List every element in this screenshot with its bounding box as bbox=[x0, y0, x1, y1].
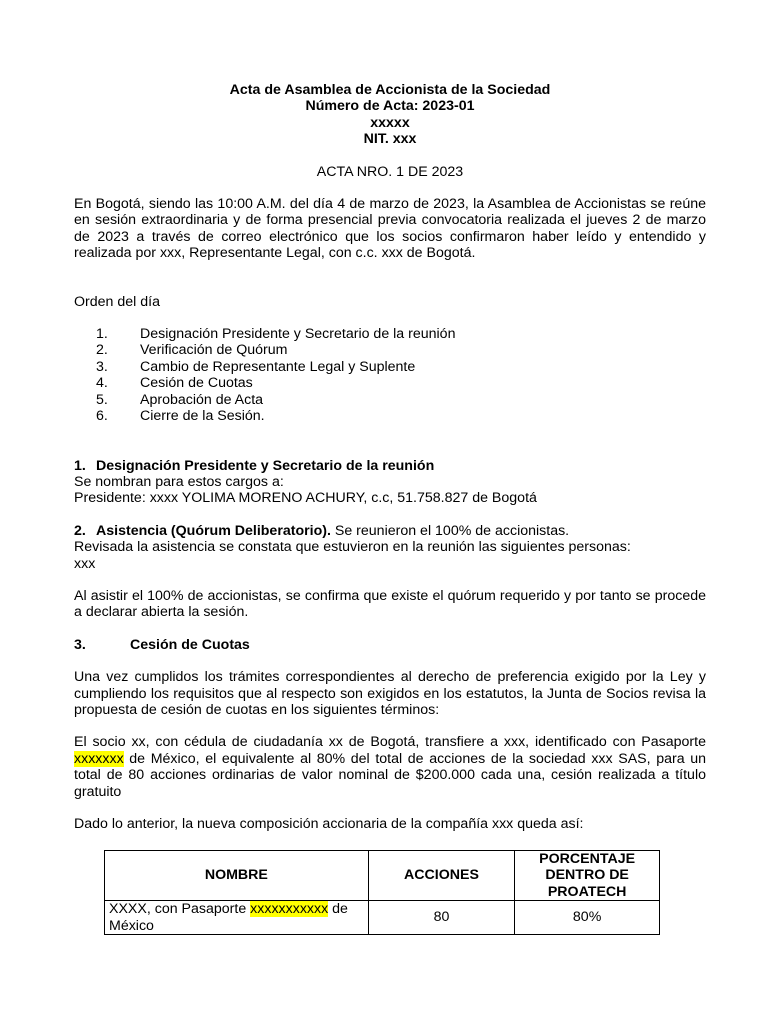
section-3-paragraph: El socio xx, con cédula de ciudadanía xx de Bogotá, transfiere a xxx, identificado con Pasaporte xxxxxxx de México, el equivalente al 80% del total de acciones de la sociedad xxx SAS, para un total de 80 acciones ordinarias de valor nominal de $200.000 cada una, cesión realizada a título gratuito bbox=[74, 734, 706, 800]
column-header-acciones: ACCIONES bbox=[368, 851, 515, 901]
agenda-item: 3. Cambio de Representante Legal y Suplente bbox=[96, 358, 416, 375]
section-1-heading: 1. Designación Presidente y Secretario de la reunión bbox=[74, 457, 435, 474]
section-2 bbox=[74, 523, 706, 621]
highlighted-passport: xxxxxxxxxxx bbox=[250, 901, 329, 918]
highlighted-passport: xxxxxxx bbox=[74, 750, 124, 767]
agenda-list bbox=[74, 326, 706, 424]
section-1 bbox=[74, 458, 706, 507]
document-header bbox=[74, 82, 706, 148]
agenda-item: 4. Cesión de Cuotas bbox=[96, 375, 253, 392]
cell-acciones: 80 bbox=[368, 901, 515, 935]
table-header-row bbox=[105, 851, 660, 901]
shareholding-table bbox=[104, 850, 660, 935]
cell-porcentaje: 80% bbox=[515, 901, 660, 935]
section-2-line: xxx bbox=[74, 555, 96, 572]
section-3-heading: 3. Cesión de Cuotas bbox=[74, 636, 250, 653]
section-3 bbox=[74, 637, 706, 833]
column-header-nombre: NOMBRE bbox=[105, 851, 369, 901]
section-3-paragraph: Una vez cumplidos los trámites correspondientes al derecho de preferencia exigido por la Ley y cumpliendo los requisitos que al respecto son exigidos en los estatutos, la Junta de Socios revisa la propuesta de cesión de cuotas en los siguientes términos: bbox=[74, 669, 706, 718]
section-2-line: Revisada la asistencia se constata que estuvieron en la reunión las siguientes personas: bbox=[74, 539, 631, 556]
section-3-paragraph: Dado lo anterior, la nueva composición accionaria de la compañía xxx queda así: bbox=[74, 816, 584, 832]
section-2-paragraph: Al asistir el 100% de accionistas, se confirma que existe el quórum requerido y por tanto se procede a declarar abierta la sesión. bbox=[74, 587, 706, 621]
cell-nombre: XXXX, con Pasaporte xxxxxxxxxxx de México bbox=[105, 901, 369, 935]
document-title: Acta de Asamblea de Accionista de la Sociedad bbox=[229, 82, 551, 98]
table-row bbox=[105, 901, 660, 935]
section-2-heading: 2. Asistencia (Quórum Deliberatorio). Se reunieron el 100% de accionistas. bbox=[74, 522, 570, 539]
section-1-line: Se nombran para estos cargos a: bbox=[74, 473, 284, 490]
column-header-porcentaje: PORCENTAJE DENTRO DE PROATECH bbox=[515, 851, 660, 901]
company-name: xxxxx bbox=[370, 114, 410, 131]
agenda-item: 5. Aprobación de Acta bbox=[96, 391, 264, 408]
agenda-item: 2. Verificación de Quórum bbox=[96, 342, 288, 359]
acta-nro: ACTA NRO. 1 DE 2023 bbox=[316, 163, 464, 180]
acta-number: Número de Acta: 2023-01 bbox=[305, 98, 475, 115]
agenda-item: 6. Cierre de la Sesión. bbox=[96, 408, 265, 425]
intro-paragraph: En Bogotá, siendo las 10:00 A.M. del día 4 de marzo de 2023, la Asamblea de Accionistas se reúne en sesión extraordinaria y de forma presencial previa convocatoria realizada el jueves 2 de marzo de 2023 a través de correo electrónico que los socios confirmaron haber leído y entendido y realizada por xxx, Representante Legal, con c.c. xxx de Bogotá. bbox=[74, 196, 706, 262]
nit: NIT. xxx bbox=[363, 131, 417, 148]
agenda-item: 1. Designación Presidente y Secretario de la reunión bbox=[96, 326, 456, 343]
document-body bbox=[74, 82, 706, 832]
section-1-line: Presidente: xxxx YOLIMA MORENO ACHURY, c.c, 51.758.827 de Bogotá bbox=[74, 490, 537, 507]
agenda-title: Orden del día bbox=[74, 293, 160, 310]
